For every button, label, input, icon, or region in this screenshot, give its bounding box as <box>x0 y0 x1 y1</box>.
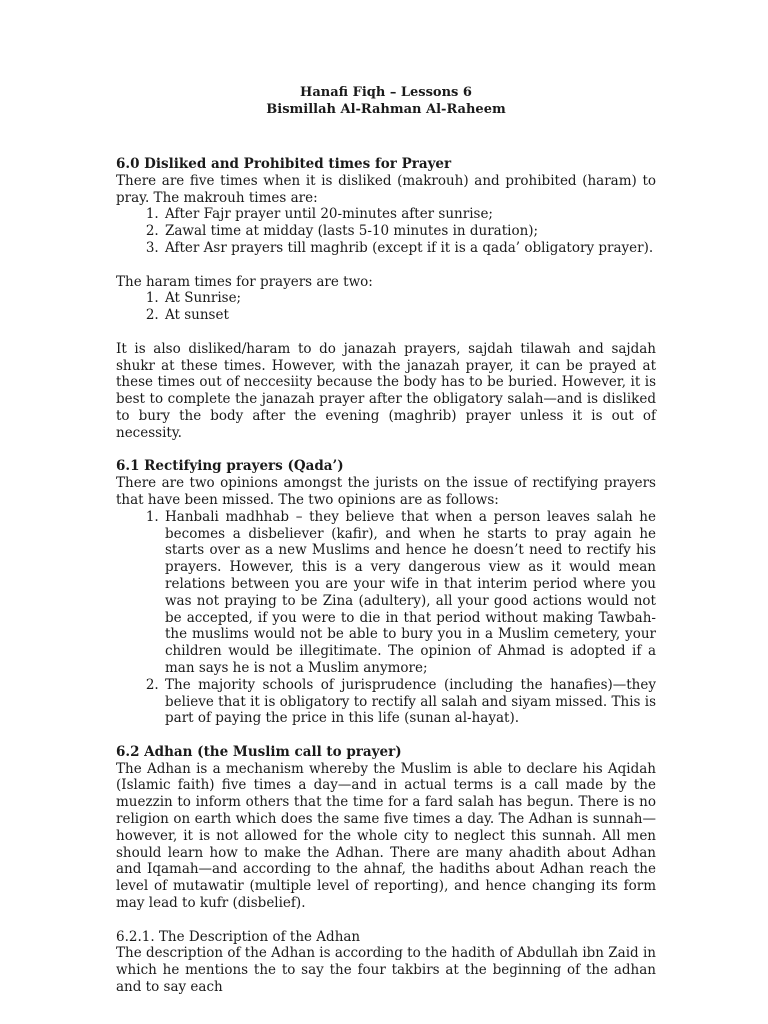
list-item: 2. At sunset <box>163 307 656 324</box>
section-6-2-1-paragraph: The description of the Adhan is according to the hadith of Abdullah ibn Zaid in which he mentions the to say the four takbirs at the beginning of the adhan and to say each <box>116 945 656 996</box>
list-item: 3. After Asr prayers till maghrib (except if it is a qada’ obligatory prayer). <box>163 240 656 257</box>
section-6-0-heading: 6.0 Disliked and Prohibited times for Prayer <box>116 156 452 172</box>
makrouh-times-list <box>116 206 656 256</box>
document-title: Hanafi Fiqh – Lessons 6 <box>300 85 472 100</box>
opinions-list <box>116 509 656 727</box>
list-item: 2. The majority schools of jurisprudence (including the hanafies)—they believe that it is obligatory to rectify all salah and siyam missed. This is part of paying the price in this life (sunan al-hayat). <box>163 677 656 727</box>
list-item: 1. At Sunrise; <box>163 290 656 307</box>
section-6-2-1-heading: 6.2.1. The Description of the Adhan <box>116 928 361 945</box>
section-6-1-intro: There are two opinions amongst the jurists on the issue of rectifying prayers that have been missed. The two opinions are as follows: <box>116 475 656 508</box>
list-item: 2. Zawal time at midday (lasts 5-10 minutes in duration); <box>163 223 656 240</box>
section-6-2-paragraph: The Adhan is a mechanism whereby the Muslim is able to declare his Aqidah (Islamic faith) five times a day—and in actual terms is a call made by the muezzin to inform others that the time for a fard salah has begun. There is no religion on earth which does the same five times a day. The Adhan is sunnah—however, it is not allowed for the whole city to neglect this sunnah. All men should learn how to make the Adhan. There are many ahadith about Adhan and Iqamah—and according to the ahnaf, the hadiths about Adhan reach the level of mutawatir (multiple level of reporting), and hence changing its form may lead to kufr (disbelief). <box>116 760 656 912</box>
section-6-1-heading: 6.1 Rectifying prayers (Qada’) <box>116 458 344 475</box>
haram-times-list <box>116 290 656 324</box>
section-6-0-paragraph: It is also disliked/haram to do janazah prayers, sajdah tilawah and sajdah shukr at these times. However, with the janazah prayer, it can be prayed at these times out of neccesiity because the body has to be buried. However, it is best to complete the janazah prayer after the obligatory salah—and is disliked to bury the body after the evening (maghrib) prayer unless it is out of necessity. <box>116 340 656 441</box>
list-item: 1. Hanbali madhhab – they believe that when a person leaves salah he becomes a disbeliever (kafir), and when he starts to pray again he starts over as a new Muslims and hence he doesn’t need to rectify his prayers. However, this is a very dangerous view as it would mean relations between you are your wife in that interim period where you was not praying to be Zina (adultery), all your good actions would not be accepted, if you were to die in that period without making Tawbah-the muslims would not be able to bury you in a Muslim cemetery, your children would be illegitimate. The opinion of Ahmad is adopted if a man says he is not a Muslim anymore; <box>163 509 656 677</box>
document-subtitle: Bismillah Al-Rahman Al-Raheem <box>266 102 506 117</box>
haram-times-intro: The haram times for prayers are two: <box>116 273 373 290</box>
section-6-2-heading: 6.2 Adhan (the Muslim call to prayer) <box>116 743 402 760</box>
section-6-0-intro: There are five times when it is disliked (makrouh) and prohibited (haram) to pray. The makrouh times are: <box>116 172 656 206</box>
list-item: 1. After Fajr prayer until 20-minutes after sunrise; <box>163 206 656 223</box>
